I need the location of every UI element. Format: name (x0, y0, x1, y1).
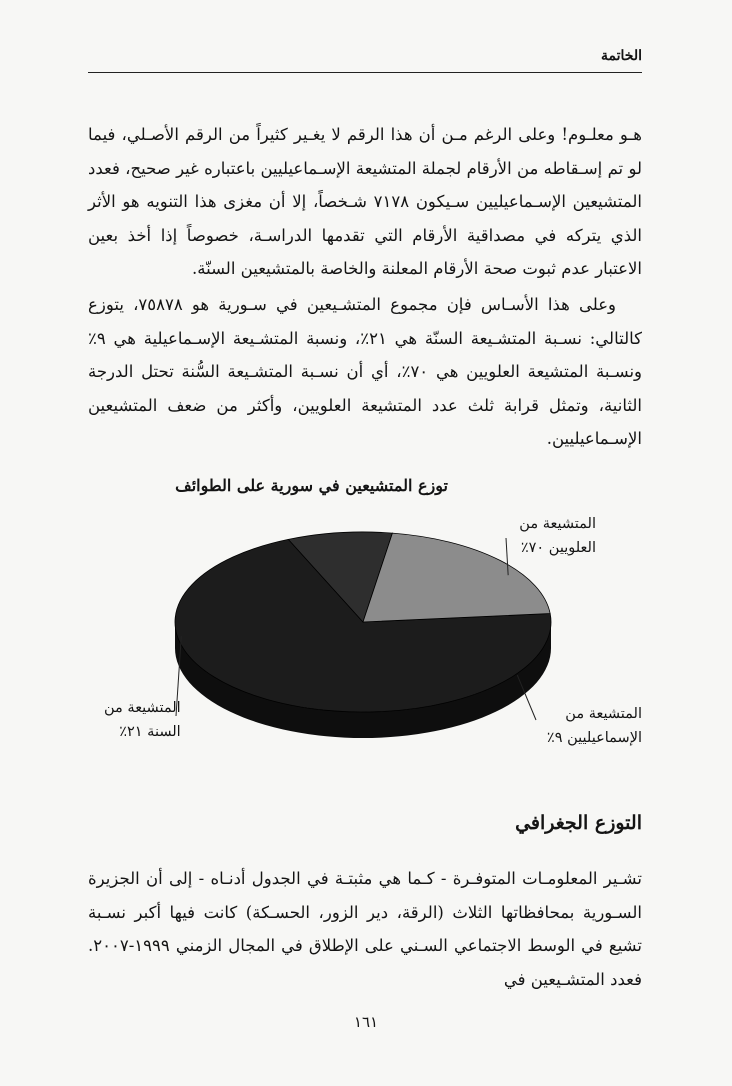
header-rule (88, 72, 642, 73)
label-ismaili (547, 702, 642, 750)
section-heading: التوزع الجغرافي (515, 812, 642, 834)
chart-title: توزع المتشيعين في سورية على الطوائف (175, 476, 448, 495)
running-header: الخاتمة (601, 48, 642, 64)
label-ismaili-line2: الإسماعيليين ٩٪ (546, 730, 642, 746)
pie-chart-figure (88, 470, 648, 760)
label-alawite (519, 512, 596, 560)
body-paragraph-1: هـو معلـوم! وعلى الرغم مـن أن هذا الرقم لا يغـير كثيراً من الرقم الأصـلي، فيما لو تم إسـقاطه من الأرقام لجملة المتشيعة الإسـماعيليين باعتباره غير صحيح، فعدد المتشيعين الإسـماعيليين سـيكون ٧١٧٨ شـخصاً، إلا أن مغزى هذا التنويه هو الأثر الذي يتركه في مصداقية الأرقام التي تقدمها الدراسـة، خصوصاً إذا أخذ بعين الاعتبار عدم ثبوت صحة الأرقام المعلنة والخاصة بالمتشيعين السنّة. (88, 125, 642, 278)
label-sunni (104, 696, 181, 744)
label-sunni-line2: السنة ٢١٪ (119, 724, 181, 740)
page-number: ١٦١ (353, 1013, 379, 1031)
label-ismaili-line1: المتشيعة من (565, 706, 642, 722)
label-alawite-line1: المتشيعة من (519, 516, 596, 532)
label-alawite-line2: العلويين ٧٠٪ (520, 540, 596, 556)
section-paragraph: تشـير المعلومـات المتوفـرة - كـما هي مثبتـة في الجدول أدنـاه - إلى أن الجزيرة السـورية بمحافظاتها الثلاث (الرقة، دير الزور، الحسـكة) كانت فيها أكبر نسـبة تشيع في الوسط الاجتماعي السـني على الإطلاق في المجال الزمني ١٩٩٩-٢٠٠٧. فعدد المتشـيعين في (88, 869, 642, 989)
body-paragraph-2: وعلى هذا الأسـاس فإن مجموع المتشـيعين في سـورية هو ٧٥٨٧٨، يتوزع كالتالي: نسـبة المتشـيعة السنّة هي ٢١٪، ونسبة المتشـيعة الإسـماعيلية هي ٩٪ ونسـبة المتشيعة العلويين هي ٧٠٪، أي أن نسـبة المتشـيعة السُّنة تحتل الدرجة الثانية، وتمثل قرابة ثلث عدد المتشيعة العلويين، وأكثر من ضعف المتشيعين الإسـماعيليين. (88, 295, 642, 448)
label-sunni-line1: المتشيعة من (104, 700, 181, 716)
